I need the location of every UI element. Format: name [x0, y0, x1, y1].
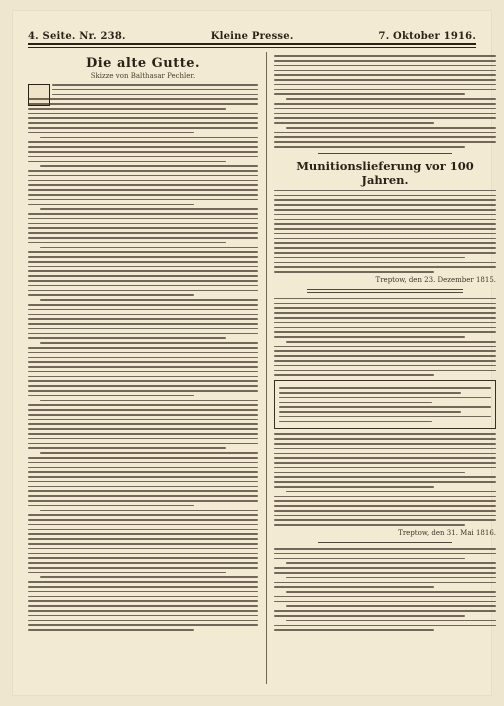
page-header: [28, 26, 476, 42]
left-column: [28, 52, 258, 684]
left-headline: Die alte Gutte.: [85, 56, 201, 71]
left-article-body: [28, 84, 258, 631]
newspaper-page: [12, 10, 496, 696]
page-number: 4. Seite. Nr. 238.: [28, 31, 126, 42]
left-subhead: Skizze von Balthasar Pechler.: [90, 72, 196, 80]
date-note-1: Treptow, den 23. Dezember 1815.: [375, 275, 496, 284]
right-article-top: [274, 55, 496, 147]
right-section-title: Munitionslieferung vor 100 Jahren.: [296, 158, 474, 187]
header-rule-thin: [28, 47, 476, 48]
issue-date: 7. Oktober 1916.: [378, 31, 476, 42]
right-notice-body: [274, 298, 496, 376]
right-notice-cont: [274, 433, 496, 525]
header-rule-thick: [28, 43, 476, 45]
right-article-body: [274, 190, 496, 273]
right-list-body: [274, 548, 496, 631]
section-separator: [318, 153, 451, 154]
column-divider: [266, 52, 267, 684]
date-note-2: Treptow, den 31. Mai 1816.: [398, 529, 496, 538]
notice-separator: [307, 289, 462, 293]
list-separator: [318, 542, 451, 543]
masthead-title: Kleine Presse.: [210, 31, 294, 42]
price-table-box: [274, 380, 496, 429]
right-column: [274, 52, 496, 684]
